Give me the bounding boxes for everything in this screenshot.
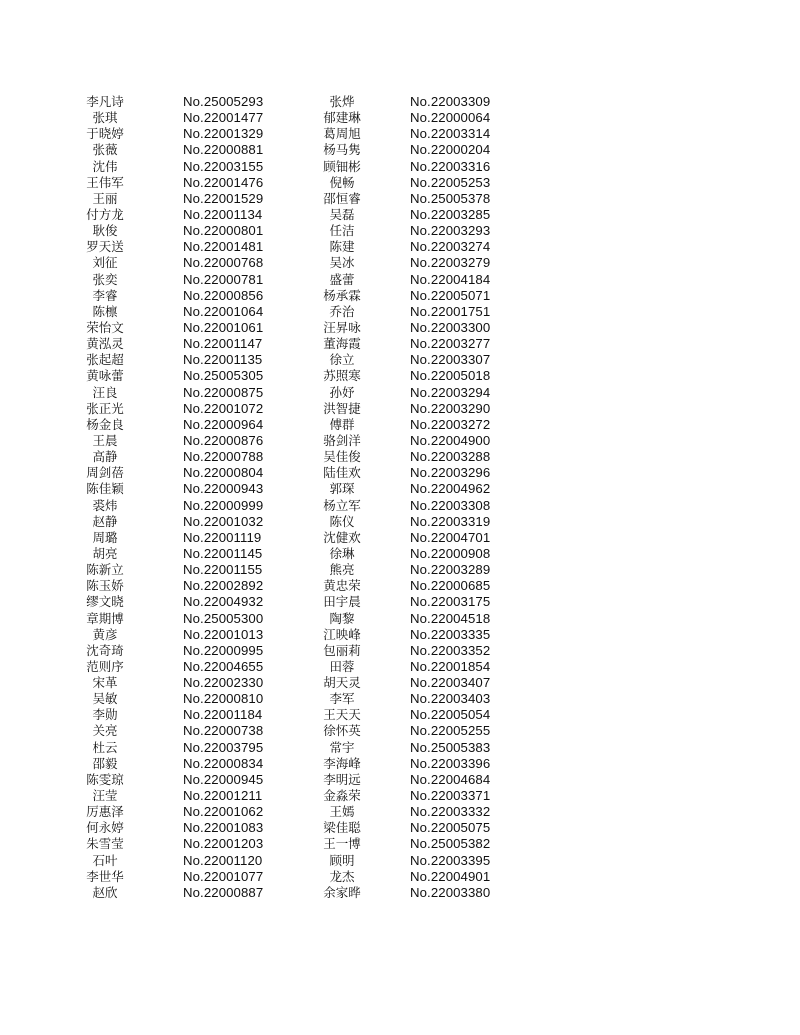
- list-row: [0, 869, 800, 885]
- name-right-cell: 徐琳: [329, 545, 355, 561]
- number-left-cell: No.25005305: [183, 368, 264, 384]
- list-row: [0, 465, 800, 481]
- list-row: [0, 643, 800, 659]
- number-left-cell: No.22001120: [183, 852, 263, 868]
- number-right-cell: No.22003407: [410, 675, 491, 691]
- name-left-cell: 关亮: [92, 723, 118, 739]
- name-right-cell: 徐怀英: [323, 723, 361, 739]
- number-right-cell: No.22003294: [410, 384, 491, 400]
- number-left-cell: No.22001064: [183, 303, 264, 319]
- number-right-cell: No.22003293: [410, 223, 491, 239]
- name-left-cell: 沈伟: [92, 158, 118, 174]
- list-row: [0, 594, 800, 610]
- name-right-cell: 孙妤: [329, 384, 355, 400]
- name-right-cell: 余家晔: [323, 884, 361, 900]
- number-right-cell: No.22004518: [410, 610, 491, 626]
- name-right-cell: 盛蕾: [329, 271, 355, 287]
- number-right-cell: No.22003279: [410, 255, 491, 271]
- list-row: [0, 110, 800, 126]
- number-left-cell: No.22003155: [183, 158, 264, 174]
- number-right-cell: No.22003289: [410, 562, 491, 578]
- list-row: [0, 449, 800, 465]
- number-left-cell: No.22001013: [183, 626, 264, 642]
- number-right-cell: No.22003274: [410, 239, 491, 255]
- number-left-cell: No.22000804: [183, 465, 264, 481]
- name-left-cell: 李勋: [92, 707, 118, 723]
- name-left-cell: 王丽: [92, 190, 118, 206]
- number-left-cell: No.22003795: [183, 739, 264, 755]
- name-right-cell: 熊亮: [329, 562, 355, 578]
- name-right-cell: 龙杰: [329, 868, 355, 884]
- name-left-cell: 李睿: [92, 287, 118, 303]
- list-row: [0, 207, 800, 223]
- number-left-cell: No.22001083: [183, 820, 264, 836]
- name-right-cell: 杨承霖: [323, 287, 361, 303]
- name-right-cell: 李海峰: [323, 755, 361, 771]
- name-left-cell: 周璐: [92, 529, 118, 545]
- name-left-cell: 王伟军: [86, 174, 124, 190]
- number-right-cell: No.22003335: [410, 626, 491, 642]
- number-right-cell: No.22003332: [410, 804, 491, 820]
- name-right-cell: 骆剑洋: [323, 432, 361, 448]
- number-right-cell: No.22004900: [410, 432, 491, 448]
- name-left-cell: 汪莹: [92, 788, 118, 804]
- name-left-cell: 范则序: [86, 658, 124, 674]
- number-right-cell: No.22003277: [410, 336, 491, 352]
- number-right-cell: No.22003285: [410, 206, 491, 222]
- name-left-cell: 李世华: [86, 868, 124, 884]
- name-right-cell: 包丽莉: [323, 642, 361, 658]
- name-right-cell: 陆佳欢: [323, 465, 361, 481]
- number-right-cell: No.22003307: [410, 352, 491, 368]
- list-row: [0, 562, 800, 578]
- name-right-cell: 郁建琳: [323, 110, 361, 126]
- number-left-cell: No.22000834: [183, 755, 264, 771]
- number-right-cell: No.22003380: [410, 884, 491, 900]
- name-left-cell: 陈玉娇: [86, 578, 124, 594]
- name-right-cell: 沈健欢: [323, 529, 361, 545]
- number-right-cell: No.22004701: [410, 529, 491, 545]
- list-row: [0, 94, 800, 110]
- number-right-cell: No.22004684: [410, 771, 491, 787]
- list-row: [0, 788, 800, 804]
- number-left-cell: No.22000738: [183, 723, 264, 739]
- number-right-cell: No.22003352: [410, 642, 491, 658]
- name-right-cell: 苏照寒: [323, 368, 361, 384]
- name-left-cell: 何永婷: [86, 820, 124, 836]
- list-row: [0, 691, 800, 707]
- list-row: [0, 126, 800, 142]
- list-row: [0, 498, 800, 514]
- list-row: [0, 627, 800, 643]
- name-left-cell: 张琪: [92, 110, 118, 126]
- number-left-cell: No.22004655: [183, 658, 264, 674]
- number-left-cell: No.22001476: [183, 174, 264, 190]
- name-right-cell: 黄忠荣: [323, 578, 361, 594]
- name-left-cell: 罗天送: [86, 239, 124, 255]
- name-left-cell: 宋革: [92, 675, 118, 691]
- name-right-cell: 陈建: [329, 239, 355, 255]
- name-right-cell: 杨马隽: [323, 142, 361, 158]
- name-right-cell: 常宇: [329, 739, 355, 755]
- name-left-cell: 黄咏蕾: [86, 368, 124, 384]
- name-right-cell: 吴磊: [329, 206, 355, 222]
- number-left-cell: No.22000875: [183, 384, 264, 400]
- number-right-cell: No.22003308: [410, 497, 491, 513]
- number-left-cell: No.22001203: [183, 836, 264, 852]
- number-right-cell: No.22004901: [410, 868, 491, 884]
- list-row: [0, 853, 800, 869]
- number-left-cell: No.22001184: [183, 707, 263, 723]
- name-left-cell: 赵静: [92, 513, 118, 529]
- number-left-cell: No.22001032: [183, 513, 264, 529]
- list-row: [0, 772, 800, 788]
- name-right-cell: 王一博: [323, 836, 361, 852]
- list-row: [0, 368, 800, 384]
- list-row: [0, 272, 800, 288]
- name-left-cell: 朱雪莹: [86, 836, 124, 852]
- list-row: [0, 578, 800, 594]
- name-right-cell: 倪畅: [329, 174, 355, 190]
- name-right-cell: 葛周旭: [323, 126, 361, 142]
- list-row: [0, 740, 800, 756]
- name-left-cell: 王晨: [92, 432, 118, 448]
- name-left-cell: 李凡诗: [86, 94, 124, 109]
- number-right-cell: No.22003309: [410, 94, 491, 109]
- name-right-cell: 顾明: [329, 852, 355, 868]
- name-right-cell: 田蓉: [329, 658, 355, 674]
- name-right-cell: 顾钿彬: [323, 158, 361, 174]
- list-row: [0, 417, 800, 433]
- number-left-cell: No.22001481: [183, 239, 264, 255]
- name-left-cell: 周剑蓓: [86, 465, 124, 481]
- number-right-cell: No.22000685: [410, 578, 491, 594]
- name-left-cell: 黄彦: [92, 626, 118, 642]
- number-left-cell: No.22000964: [183, 416, 264, 432]
- name-right-cell: 邵恒睿: [323, 190, 361, 206]
- name-right-cell: 汪昇咏: [323, 319, 361, 335]
- list-row: [0, 401, 800, 417]
- number-right-cell: No.22005075: [410, 820, 491, 836]
- name-left-cell: 耿俊: [92, 223, 118, 239]
- name-left-cell: 陈佳颖: [86, 481, 124, 497]
- number-left-cell: No.22001077: [183, 868, 264, 884]
- number-left-cell: No.22001145: [183, 545, 263, 561]
- number-left-cell: No.25005293: [183, 94, 264, 109]
- list-row: [0, 223, 800, 239]
- name-number-list: [0, 94, 800, 901]
- list-row: [0, 707, 800, 723]
- number-right-cell: No.22003316: [410, 158, 491, 174]
- number-left-cell: No.22000810: [183, 691, 264, 707]
- number-right-cell: No.22003290: [410, 400, 491, 416]
- name-left-cell: 裘炜: [92, 497, 118, 513]
- number-right-cell: No.22004184: [410, 271, 491, 287]
- name-left-cell: 胡亮: [92, 545, 118, 561]
- number-left-cell: No.22001477: [183, 110, 264, 126]
- number-left-cell: No.22001329: [183, 126, 264, 142]
- list-row: [0, 756, 800, 772]
- name-right-cell: 吴冰: [329, 255, 355, 271]
- number-left-cell: No.22001134: [183, 206, 263, 222]
- name-right-cell: 徐立: [329, 352, 355, 368]
- name-right-cell: 胡天灵: [323, 675, 361, 691]
- list-row: [0, 546, 800, 562]
- list-row: [0, 255, 800, 271]
- number-left-cell: No.22001061: [183, 319, 264, 335]
- name-left-cell: 杜云: [92, 739, 118, 755]
- number-right-cell: No.22003300: [410, 319, 491, 335]
- number-right-cell: No.22003314: [410, 126, 491, 142]
- number-left-cell: No.22002892: [183, 578, 264, 594]
- number-right-cell: No.25005382: [410, 836, 491, 852]
- name-left-cell: 陈新立: [86, 562, 124, 578]
- number-left-cell: No.22000788: [183, 449, 264, 465]
- number-left-cell: No.22001147: [183, 336, 263, 352]
- number-right-cell: No.22005253: [410, 174, 491, 190]
- name-left-cell: 张正光: [86, 400, 124, 416]
- number-right-cell: No.22005255: [410, 723, 491, 739]
- name-right-cell: 陶黎: [329, 610, 355, 626]
- number-right-cell: No.22005071: [410, 287, 491, 303]
- name-right-cell: 王天天: [323, 707, 361, 723]
- name-right-cell: 吴佳俊: [323, 449, 361, 465]
- name-left-cell: 张奕: [92, 271, 118, 287]
- name-left-cell: 赵欣: [92, 884, 118, 900]
- number-left-cell: No.22000856: [183, 287, 264, 303]
- name-left-cell: 缪文晓: [86, 594, 124, 610]
- name-left-cell: 荣怡文: [86, 319, 124, 335]
- number-right-cell: No.22003272: [410, 416, 491, 432]
- number-right-cell: No.22003395: [410, 852, 491, 868]
- list-row: [0, 142, 800, 158]
- number-left-cell: No.22000995: [183, 642, 264, 658]
- name-right-cell: 王嫣: [329, 804, 355, 820]
- list-row: [0, 481, 800, 497]
- number-right-cell: No.22003296: [410, 465, 491, 481]
- number-right-cell: No.22001751: [410, 303, 491, 319]
- number-left-cell: No.22001155: [183, 562, 263, 578]
- list-row: [0, 288, 800, 304]
- number-right-cell: No.22003396: [410, 755, 491, 771]
- number-left-cell: No.22001135: [183, 352, 263, 368]
- number-right-cell: No.22000064: [410, 110, 491, 126]
- name-left-cell: 张起超: [86, 352, 124, 368]
- list-row: [0, 336, 800, 352]
- number-left-cell: No.22001119: [183, 529, 262, 545]
- name-right-cell: 梁佳聪: [323, 820, 361, 836]
- number-right-cell: No.22003403: [410, 691, 491, 707]
- list-row: [0, 304, 800, 320]
- name-left-cell: 付方龙: [86, 206, 124, 222]
- list-row: [0, 804, 800, 820]
- list-row: [0, 175, 800, 191]
- name-right-cell: 江映峰: [323, 626, 361, 642]
- number-left-cell: No.22000999: [183, 497, 264, 513]
- list-row: [0, 530, 800, 546]
- name-left-cell: 黄泓灵: [86, 336, 124, 352]
- name-right-cell: 田宇晨: [323, 594, 361, 610]
- number-left-cell: No.22001529: [183, 190, 264, 206]
- list-row: [0, 239, 800, 255]
- number-right-cell: No.22004962: [410, 481, 491, 497]
- name-left-cell: 陈檩: [92, 303, 118, 319]
- list-row: [0, 675, 800, 691]
- list-row: [0, 820, 800, 836]
- list-row: [0, 320, 800, 336]
- name-left-cell: 刘征: [92, 255, 118, 271]
- name-right-cell: 杨立军: [323, 497, 361, 513]
- name-right-cell: 张烨: [329, 94, 355, 109]
- list-row: [0, 385, 800, 401]
- name-left-cell: 于晓婷: [86, 126, 124, 142]
- list-row: [0, 659, 800, 675]
- number-right-cell: No.22003319: [410, 513, 491, 529]
- list-row: [0, 836, 800, 852]
- number-left-cell: No.22000768: [183, 255, 264, 271]
- name-left-cell: 陈雯琼: [86, 771, 124, 787]
- name-left-cell: 杨金良: [86, 416, 124, 432]
- name-right-cell: 郭琛: [329, 481, 355, 497]
- number-left-cell: No.22001211: [183, 788, 263, 804]
- name-left-cell: 沈奇琦: [86, 642, 124, 658]
- number-right-cell: No.25005378: [410, 190, 491, 206]
- number-right-cell: No.22001854: [410, 658, 491, 674]
- name-left-cell: 高静: [92, 449, 118, 465]
- number-right-cell: No.22005018: [410, 368, 491, 384]
- number-right-cell: No.22000908: [410, 545, 491, 561]
- list-row: [0, 723, 800, 739]
- number-left-cell: No.22000801: [183, 223, 264, 239]
- number-left-cell: No.22000876: [183, 432, 264, 448]
- list-row: [0, 159, 800, 175]
- name-left-cell: 张薇: [92, 142, 118, 158]
- number-left-cell: No.22001072: [183, 400, 264, 416]
- number-left-cell: No.22004932: [183, 594, 264, 610]
- number-left-cell: No.22001062: [183, 804, 264, 820]
- name-right-cell: 乔治: [329, 303, 355, 319]
- number-right-cell: No.22000204: [410, 142, 491, 158]
- number-right-cell: No.22003288: [410, 449, 491, 465]
- number-left-cell: No.22000881: [183, 142, 264, 158]
- name-right-cell: 任洁: [329, 223, 355, 239]
- number-left-cell: No.22000945: [183, 771, 264, 787]
- list-row: [0, 433, 800, 449]
- name-right-cell: 傅群: [329, 416, 355, 432]
- name-left-cell: 汪良: [92, 384, 118, 400]
- name-left-cell: 邵毅: [92, 755, 118, 771]
- name-left-cell: 石叶: [92, 852, 118, 868]
- name-left-cell: 厉惠泽: [86, 804, 124, 820]
- name-right-cell: 李军: [329, 691, 355, 707]
- list-row: [0, 885, 800, 901]
- number-left-cell: No.22002330: [183, 675, 264, 691]
- list-row: [0, 611, 800, 627]
- list-row: [0, 352, 800, 368]
- number-right-cell: No.22003371: [410, 788, 491, 804]
- name-left-cell: 吴敏: [92, 691, 118, 707]
- name-left-cell: 章期博: [86, 610, 124, 626]
- list-row: [0, 191, 800, 207]
- name-right-cell: 董海霞: [323, 336, 361, 352]
- number-left-cell: No.25005300: [183, 610, 264, 626]
- name-right-cell: 李明远: [323, 771, 361, 787]
- number-right-cell: No.25005383: [410, 739, 491, 755]
- number-left-cell: No.22000943: [183, 481, 264, 497]
- name-right-cell: 陈仪: [329, 513, 355, 529]
- number-left-cell: No.22000781: [183, 271, 264, 287]
- number-right-cell: No.22005054: [410, 707, 491, 723]
- name-right-cell: 洪智捷: [323, 400, 361, 416]
- list-row: [0, 514, 800, 530]
- number-left-cell: No.22000887: [183, 884, 264, 900]
- name-right-cell: 金淼荣: [323, 788, 361, 804]
- number-right-cell: No.22003175: [410, 594, 491, 610]
